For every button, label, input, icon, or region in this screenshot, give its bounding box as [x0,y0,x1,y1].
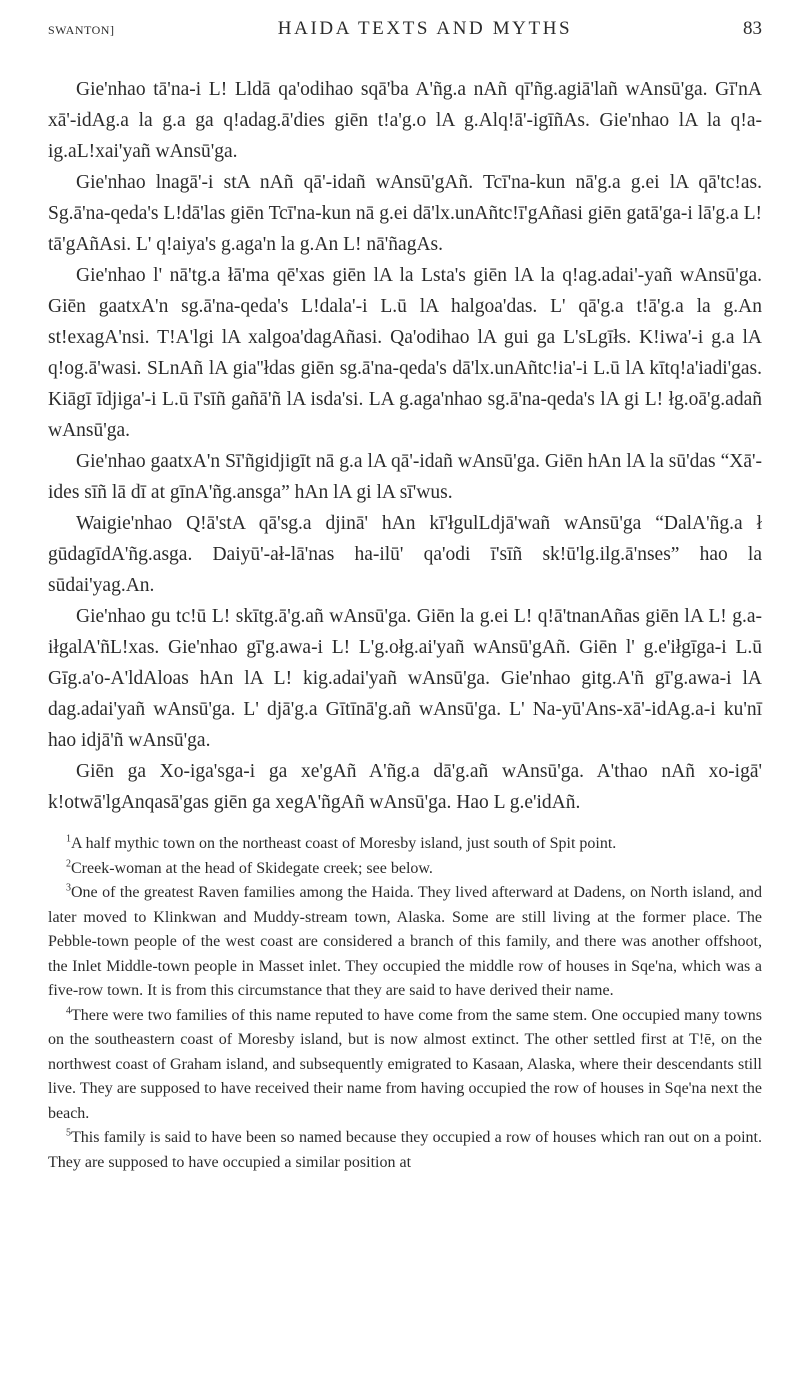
footnote [48,1004,762,1127]
footnote [48,881,762,1004]
paragraph: Gie'nhao gu tc!ū L! skītg.ā'g.añ wAnsū'ga. Giēn la g.ei L! q!ā'tnanAñas giēn lA L! g.a-iłgalA'ñL!xas. Gie'nhao gī'g.awa-i L! L'g.ołg.ai'yañ wAnsū'gAñ. Giēn l' g.e'iłgīga-i L.ū Gīg.a'o-A'ldAloas hAn lA L! kig.adai'yañ wAnsū'ga. Gie'nhao gitg.A'ñ gī'g.awa-i lA dag.adai'yañ wAnsū'ga. L' djā'g.a Gītīnā'g.añ wAnsū'ga. L' Na-yū'Ans-xā'-idAg.a-i ku'nī hao idjā'ñ wAnsū'ga. [48,606,762,751]
footnote-marker: 4 [66,1005,71,1017]
running-head [48,18,762,74]
footnote-text: There were two families of this name reputed to have come from the same stem. One occupied many towns on the southeastern coast of Moresby island, but is now almost extinct. The other settled first at T!ē, on the northwest coast of Graham island, and subsequently emigrated to Kasaan, Alaska, where their descendants still live. They are supposed to have received their name from having occupied the row of houses in Sqe'na next the beach. [48,1006,762,1122]
paragraph: Gie'nhao l' nā'tg.a łā'ma qē'xas giēn lA la Lsta's giēn lA la q!ag.adai'-yañ wAnsū'ga. Giēn gaatxA'n sg.ā'na-qeda's L!dala'-i L.ū lA halgoa'das. L' qā'g.a t!ā'g.a la g.An st!exagA'nsi. T!A'lgi lA xalgoa'dagAñasi. Qa'odihao lA gui ga L'sLgīłs. K!iwa'-i g.a lA q!og.ā'wasi. SLnAñ lA gia''łdas giēn sg.ā'na-qeda's dā'lx.unAñtc!ia'-i L.ū lA kītq!a'iadi'gas. Kiāgī īdjiga'-i L.ū ī'sīñ gañā'ñ lA isda'si. LA g.aga'nhao sg.ā'na-qeda's lA gi L! łg.oā'g.adañ wAnsū'ga. [48,265,762,441]
footnote-marker: 3 [66,882,71,894]
footnote-text: This family is said to have been so named because they occupied a row of houses which ran out on a point. They are supposed to have occupied a similar position at [48,1129,762,1171]
paragraph: Waigie'nhao Q!ā'stA qā'sg.a djinā' hAn kī'łgulLdjā'wañ wAnsū'ga “DalA'ñg.a ł gūdagīdA'ñg.asga. Daiyū'-ał-lā'nas ha-ilū' qa'odi ī'sīñ sk!ū'lg.ilg.ā'nses” hao la sūdai'yag.An. [48,513,762,596]
footnote-marker: 1 [66,833,71,845]
paragraph: Giēn ga Xo-iga'sga-i ga xe'gAñ A'ñg.a dā'g.añ wAnsū'ga. A'thao nAñ xo-igā' k!otwā'lgAnqasā'gas giēn ga xegA'ñgAñ wAnsū'ga. Hao L g.e'idAñ. [48,761,762,813]
footnote-marker: 2 [66,858,71,870]
footnote-text: One of the greatest Raven families among the Haida. They lived afterward at Dadens, on North island, and later moved to Klinkwan and Muddy-stream town, Alaska. Some are still living at the former place. The Pebble-town people of the west coast are considered a branch of this family, and there was another offshoot, the Inlet Middle-town people in Masset inlet. They occupied the middle row of houses in Sqe'na, which was a five-row town. It is from this circumstance that they are said to have derived their name. [48,884,762,999]
running-head-author: SWANTON] [48,23,115,37]
footnotes [48,832,762,1175]
paragraph: Gie'nhao lnagā'-i stA nAñ qā'-idañ wAnsū'gAñ. Tcī'na-kun nā'g.a g.ei lA qā'tc!as. Sg.ā'na-qeda's L!dā'las giēn Tcī'na-kun nā g.ei dā'lx.unAñtc!ī'gAñasi giēn gatā'ga-i lā'g.a L! tā'gAñAsi. L' q!aiya's g.aga'n la g.An L! nā'ñagAs. [48,172,762,255]
footnote-marker: 5 [66,1127,71,1139]
paragraph: Gie'nhao tā'na-i L! Lldā qa'odihao sqā'ba A'ñg.a nAñ qī'ñg.agiā'lañ wAnsū'ga. Gī'nA xā'-idAg.a la g.a ga q!adag.ā'dies giēn t!a'g.o lA g.Alq!ā'-igīñAs. Gie'nhao lA la q!a-ig.aL!xai'yañ wAnsū'ga. [48,79,762,162]
paragraph: Gie'nhao gaatxA'n Sī'ñgidjigīt nā g.a lA qā'-idañ wAnsū'ga. Giēn hAn lA la sū'das “Xā'-ides sīñ lā dī at gīnA'ñg.ansga” hAn lA gi lA sī'wus. [48,451,762,503]
haida-text-body [48,74,762,818]
running-head-title: HAIDA TEXTS AND MYTHS [277,18,573,39]
footnote-text: A half mythic town on the northeast coast of Moresby island, just south of Spit point. [71,835,617,852]
page-number: 83 [743,18,762,39]
footnote [48,857,762,882]
footnote [48,832,762,857]
footnote-text: Creek-woman at the head of Skidegate creek; see below. [71,859,433,877]
footnote [48,1126,762,1175]
